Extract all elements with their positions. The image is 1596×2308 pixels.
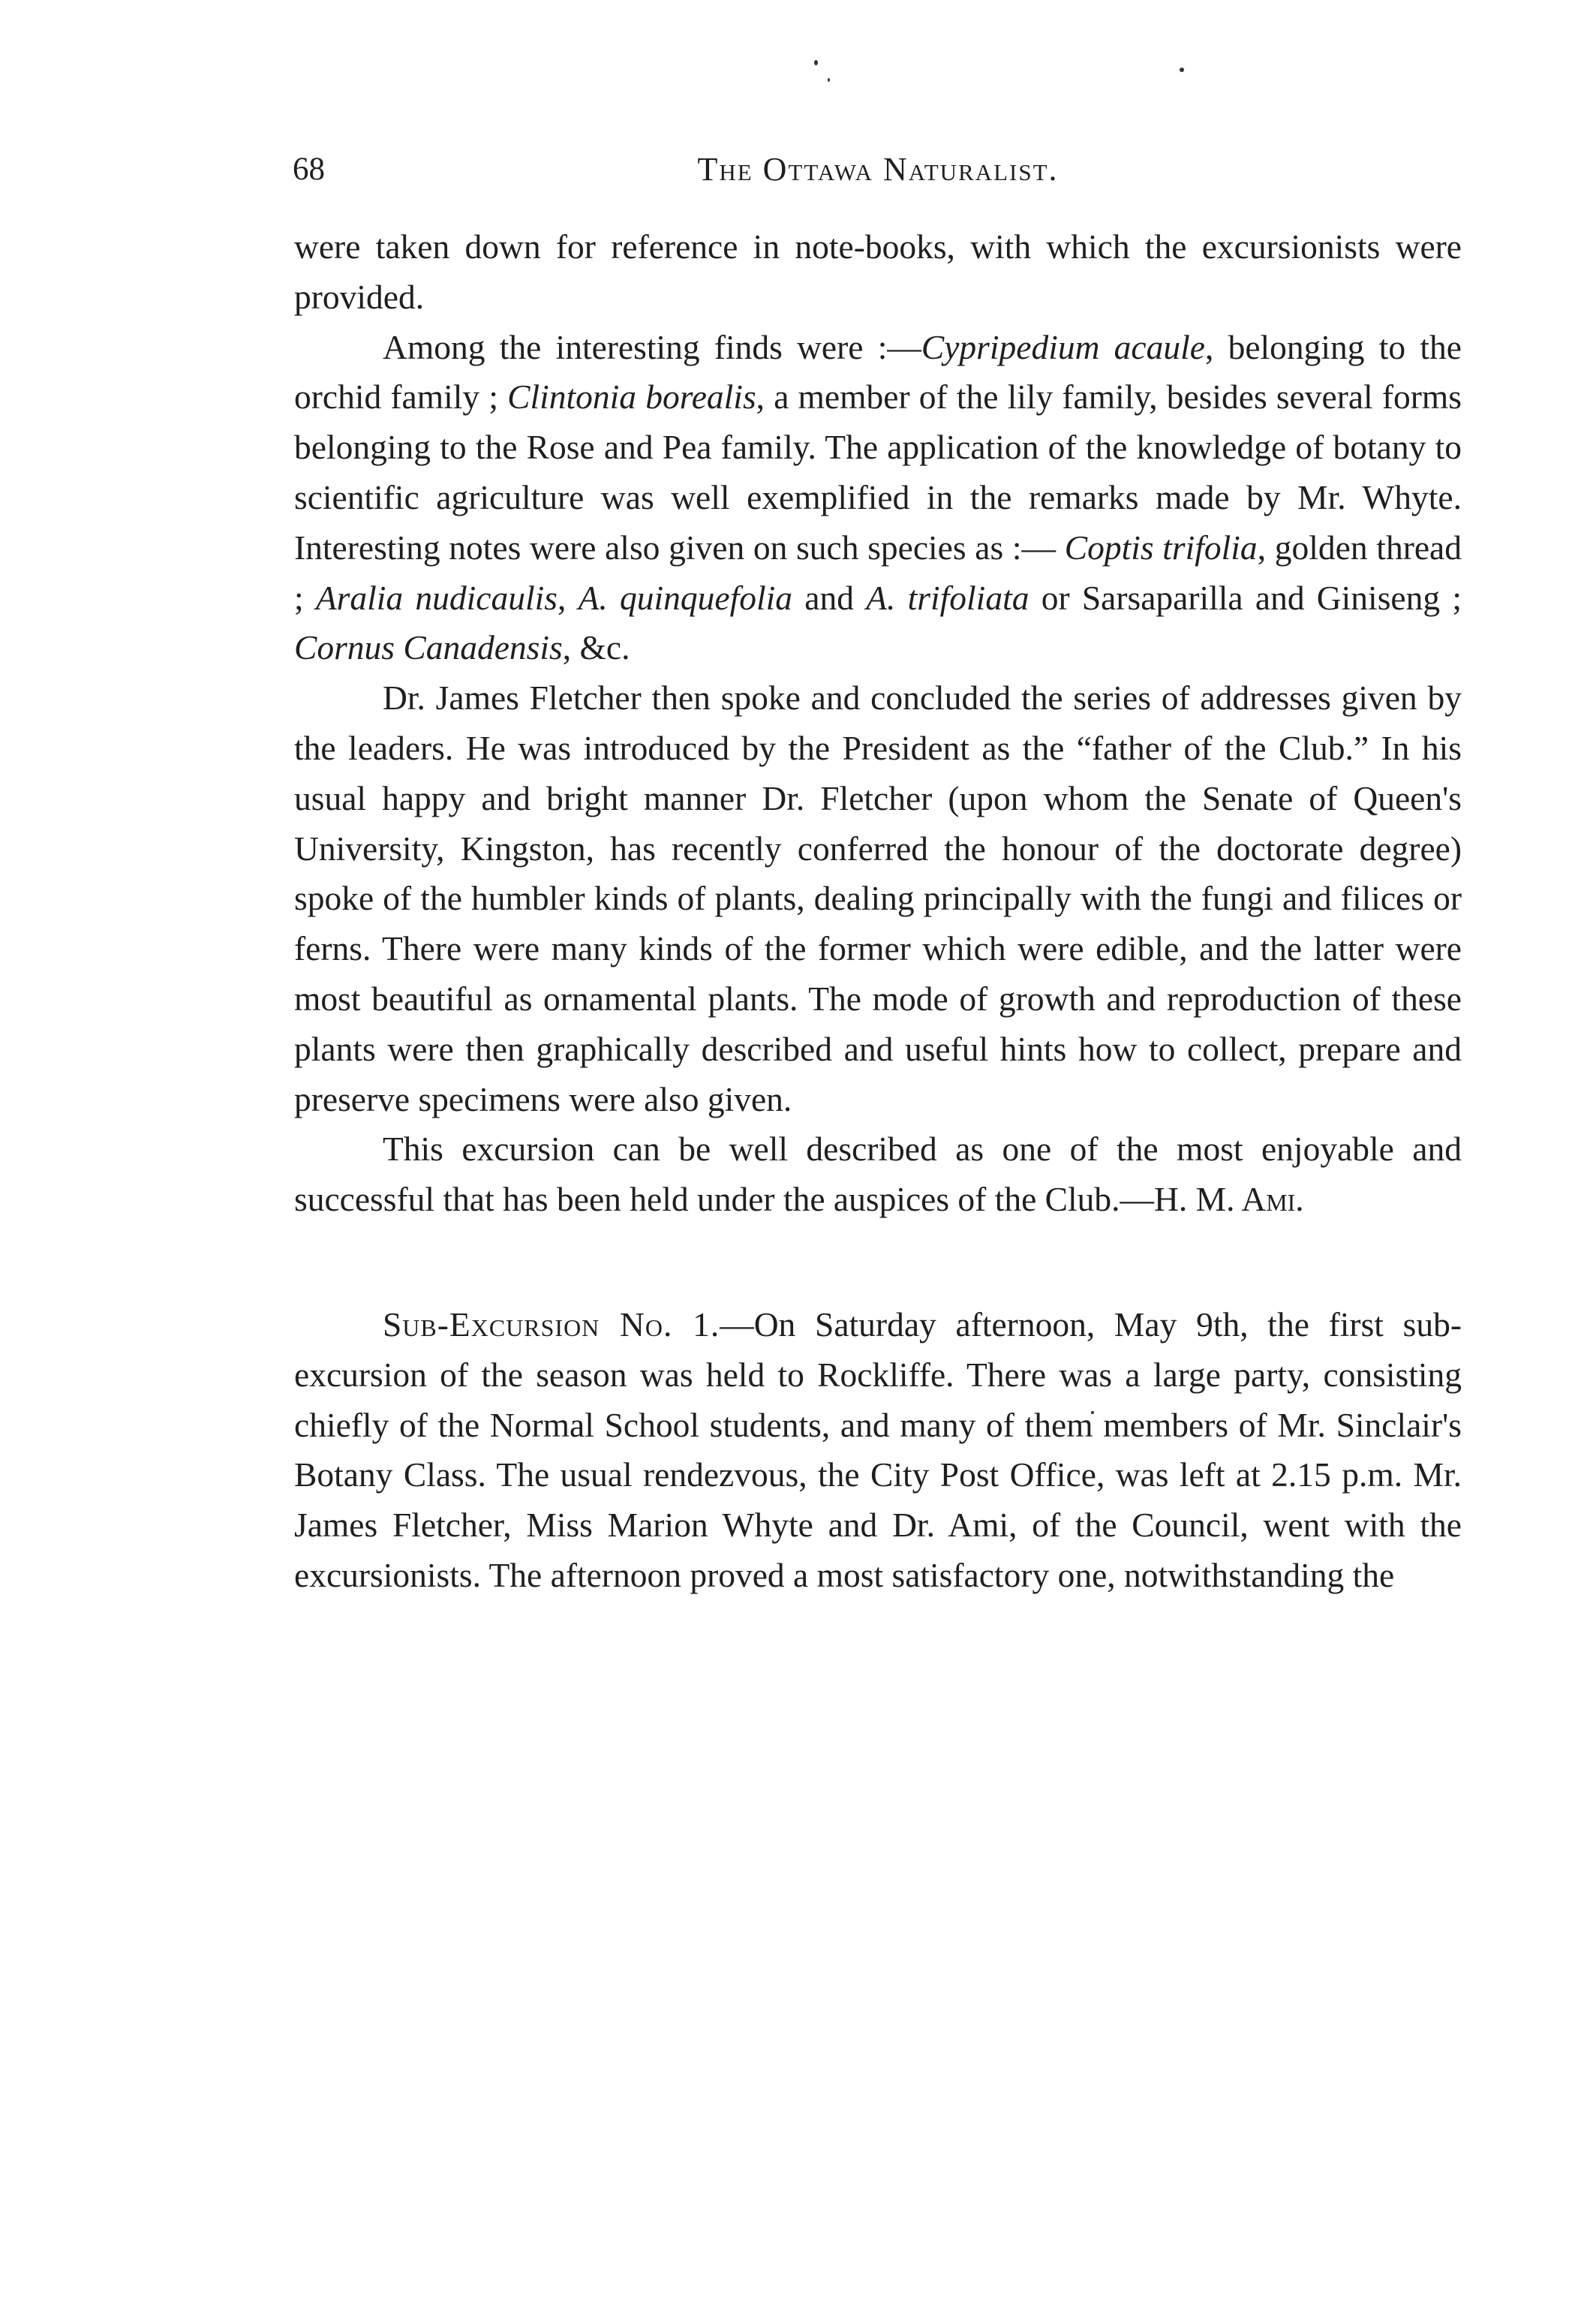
running-head bbox=[293, 147, 1463, 192]
print-speck bbox=[1180, 68, 1184, 72]
text-run: , &c. bbox=[562, 628, 630, 667]
text-run: , a member of the lily family, besides several forms belonging to the Rose and Pea family. The application of the knowledge of botany to scientific agriculture was well exemplified in the remarks made by Mr. Whyte. Interesting notes were also given on such species as :— bbox=[294, 378, 1462, 567]
species-name: Cornus Canadensis bbox=[294, 628, 563, 667]
author-signature: H. M. Ami. bbox=[1154, 1180, 1304, 1219]
journal-title: The Ottawa Naturalist. bbox=[697, 151, 1059, 188]
paragraph-text: Dr. James Fletcher then spoke and concluded the series of addresses given by the leaders. He was introduced by the President as the “father of the Club.” In his usual happy and bright manner Dr. Fletcher (upon whom the Senate of Queen's University, Kingston, has recently conferred the honour of the doctorate degree) spoke of the humbler kinds of plants, dealing principally with the fungi and filices or ferns. There were many kinds of the former which were edible, and the latter were most beautiful as ornamental plants. The mode of growth and reproduction of these plants were then graphically described and useful hints how to collect, prepare and preserve specimens were also given. bbox=[294, 679, 1462, 1118]
section-heading: Sub-Excursion No. 1. bbox=[383, 1304, 720, 1344]
text-run: , bbox=[558, 578, 579, 617]
text-run: , golden thread ; bbox=[294, 528, 1462, 617]
paragraph-text: —On Saturday afternoon, May 9th, the first sub-excursion of the season was held to Rockliffe. There was a large party, consisting chiefly of the Normal School students, and many of them members of Mr. Sinclair's Botany Class. The usual rendezvous, the City Post Office, was left at 2.15 p.m. Mr. James Fletcher, Miss Marion Whyte and Dr. Ami, of the Council, went with the excursionists. The afternoon proved a most satisfactory one, notwithstanding the bbox=[294, 1304, 1462, 1594]
print-speck bbox=[814, 60, 818, 65]
species-name: A. quinquefolia bbox=[578, 578, 793, 617]
paragraph bbox=[294, 323, 1462, 674]
species-name: Coptis trifolia bbox=[1064, 528, 1258, 567]
paragraph bbox=[294, 1300, 1462, 1601]
paragraph-text: This excursion can be well described as one of the most enjoyable and successful that has been held under the auspices of the Club.— bbox=[294, 1130, 1462, 1219]
text-run: and bbox=[792, 578, 867, 617]
paragraph bbox=[294, 673, 1462, 1124]
species-name: Clintonia borealis bbox=[507, 378, 756, 417]
print-speck bbox=[828, 78, 830, 82]
paragraph bbox=[294, 222, 1462, 323]
text-run: or Sarsaparilla and Giniseng ; bbox=[1029, 578, 1462, 617]
species-name: A. trifoliata bbox=[866, 578, 1029, 617]
species-name: Cypripedium acaule bbox=[921, 327, 1205, 366]
species-name: Aralia nudicaulis bbox=[315, 578, 558, 617]
paragraph bbox=[294, 1124, 1462, 1225]
page-number: 68 bbox=[293, 152, 325, 187]
text-run: , belonging to the orchid family ; bbox=[294, 327, 1462, 417]
paragraph-text: were taken down for reference in note-books, with which the excursionists were provided. bbox=[294, 227, 1462, 316]
text-run: Among the interesting finds were :— bbox=[383, 327, 921, 366]
article-body bbox=[294, 222, 1462, 1601]
